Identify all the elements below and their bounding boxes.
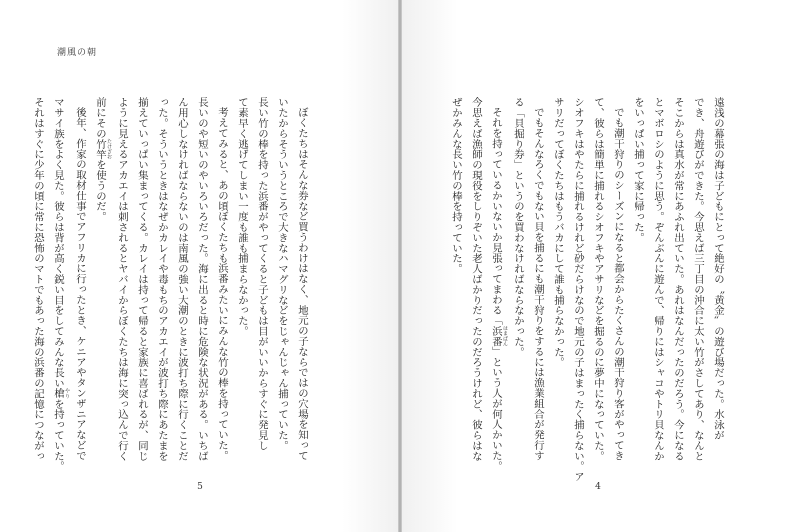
text-column: ぼくたちはそんな券など買うわけはなく、地元の子ならではの穴場を知って	[296, 107, 308, 461]
text-column: サリだってぼくたちはもうバカにして誰も捕らなかった。	[552, 97, 564, 368]
right-page	[402, 0, 800, 532]
text-column: 長い竹の棒を持った浜番がやってくると子どもは目がいいからすぐに発見し	[256, 97, 268, 451]
text-column: でき、舟遊びができた。今思えば三丁目の沖合に太い竹がさしてあり、なんと	[692, 97, 704, 461]
text-column: て、彼らは簡単に捕れるシオフキやアサリなどを掘るのに夢中になっていた。	[592, 97, 604, 461]
text-column: ん用心しなければならないのは南風の強い大潮のときに波打ち際に行くことだ	[176, 97, 188, 461]
text-column: る「貝掘り券」というのを買わなければならなかった。	[512, 97, 524, 357]
text-column: マサイ族をよく見た。彼らは背が高く鋭い目をしてみんな長い槍 やりを持っていた。	[52, 97, 70, 472]
ruby-annotation: 浜番 はまばん	[490, 325, 508, 347]
page-number: 4	[595, 482, 601, 492]
text-column: 後年、作家の取材仕事でアフリカに行ったとき、ケニアやタンザニアなどで	[74, 107, 86, 461]
ruby-reading: はまばん	[502, 325, 508, 347]
text-column: 考えてみると、あの頃ぼくたちも浜番みたいにみんな竹の棒を持っていた。	[216, 107, 228, 461]
text-column: でも潮干狩りのシーズンになると都会からたくさんの潮干狩り客がやってき	[612, 107, 624, 461]
text-column: でもそんなろくでもない貝を捕るにも潮干狩りをするには漁業組合が発行す	[532, 107, 544, 461]
page-number: 5	[197, 482, 203, 492]
text-column: とマボロシのように思う。ぞんぶんに遊んで、帰りにはシャコやトリ貝なんか	[652, 97, 664, 461]
text-column: ぜかみんな長い竹の棒を持っていた。	[450, 97, 462, 274]
ruby-annotation: 槍 やり	[52, 388, 70, 399]
ruby-annotation: 竹竿 たけざお	[94, 138, 112, 160]
left-page	[0, 0, 398, 532]
text-column: それはすぐに少年の頃に常に恐怖のマトでもあった海の浜番の記憶につながっ	[32, 97, 44, 461]
text-column: そこからは真水が常にあふれ出ていた。あれはなんだったのだろう。今になる	[672, 97, 684, 461]
text-column: 今思えば漁師の現役をしりぞいた老人ばかりだったのだろうけれど、彼らはな	[470, 97, 482, 461]
body-text	[32, 97, 312, 482]
text-column: 揃えていっぱい集まってくる。カレイは持って帰ると家族に喜ばれるが、同じ	[136, 97, 148, 461]
running-header: 潮風の朝	[57, 48, 98, 58]
text-column: いたからそういうところで大きなハマグリなどをじゃんじゃん捕っていた。	[276, 97, 288, 451]
text-column: シオフキはやたらに捕れるけれど砂だらけなので地元の子はまったく捕らない。ア	[572, 97, 584, 482]
text-column: 遠浅の幕張の海は子どもにとって絶好の〝黄金〟の遊び場だった。水泳が	[712, 97, 724, 441]
text-column: った。そういうときはなぜかカレイや毒もちのアカエイが波打ち際にあたまを	[156, 97, 168, 461]
text-column: 前にその竹竿 たけざおを使うのだ。	[94, 97, 112, 222]
ruby-reading: やり	[64, 388, 70, 399]
ruby-reading: たけざお	[106, 138, 112, 160]
text-column: て素早く逃げてしまい一度も誰も捕まらなかった。	[236, 97, 248, 337]
text-column: 長いのや短いのやいろいろだった。海に出ると時に危険な状況がある。いちば	[196, 97, 208, 461]
text-column: それを持っているかいないか見張ってまわる「浜番 はまばん」という人が何人かいた。	[490, 107, 508, 472]
text-column: をいっぱい捕って家に帰った。	[632, 97, 644, 243]
body-text	[448, 97, 728, 482]
text-column: ように見えるアカエイは刺されるとヤバイからぼくたちは海に突っ込んで行く	[116, 97, 128, 461]
